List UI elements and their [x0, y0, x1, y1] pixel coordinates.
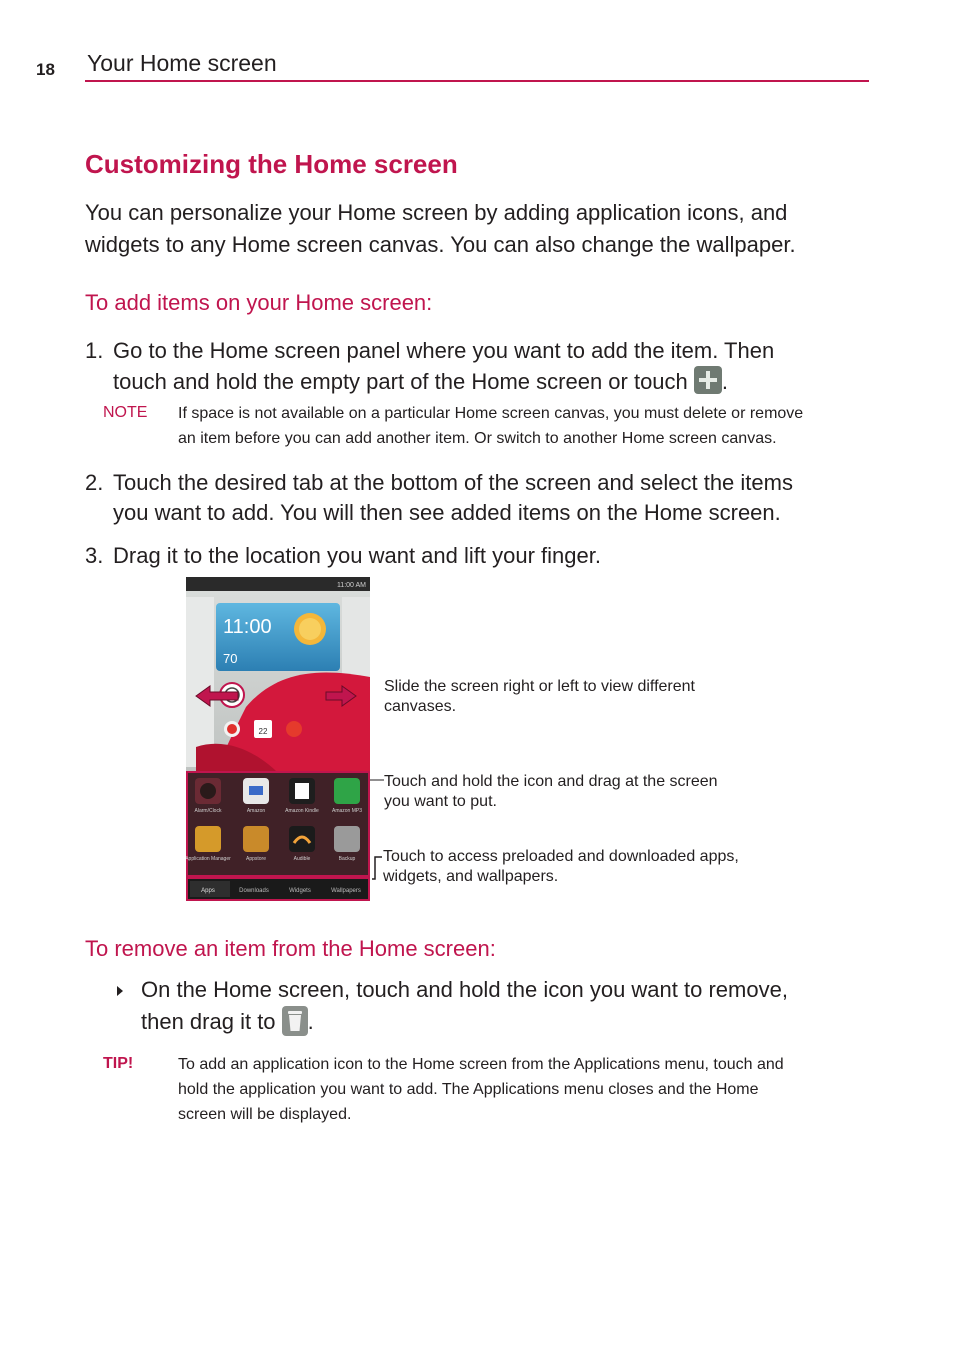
remove-text-line2 — [141, 1006, 881, 1045]
page-title: Customizing the Home screen — [85, 149, 458, 179]
step-text: Go to the Home screen panel where you want to add the item. Then — [113, 338, 775, 363]
app-label: Application Manager — [186, 856, 231, 862]
header-rule — [85, 80, 869, 82]
phone-tab-widgets: Widgets — [289, 888, 311, 894]
tip-line: To add an application icon to the Home screen from the Applications menu, touch and — [178, 1056, 784, 1073]
remove-item-heading: To remove an item from the Home screen: — [85, 936, 496, 961]
step-1 — [85, 336, 885, 398]
callout-line: Slide the screen right or left to view different — [384, 678, 695, 695]
step-3 — [85, 541, 885, 571]
intro-line: widgets to any Home screen canvas. You can also change the wallpaper. — [85, 232, 796, 257]
widget-temperature: 70 — [223, 651, 238, 666]
callout-line: Touch to access preloaded and downloaded apps, — [383, 848, 739, 865]
trash-icon — [282, 1006, 308, 1045]
app-label: Audible — [293, 856, 311, 862]
triangle-bullet-icon — [115, 984, 125, 1003]
note-line: If space is not available on a particular Home screen canvas, you must delete or remove — [178, 405, 804, 422]
phone-tab-apps: Apps — [201, 888, 215, 894]
remove-text: then drag it to — [141, 1009, 276, 1034]
note-line: an item before you can add another item. Or switch to another Home screen canvas. — [178, 430, 777, 447]
status-time: 11:00 AM — [336, 582, 366, 589]
step-text: Drag it to the location you want and lift your finger. — [113, 543, 601, 568]
callout-tabs — [383, 847, 803, 887]
phone-screenshot — [186, 577, 370, 901]
app-label: Amazon Kindle — [285, 808, 319, 814]
callout-slide — [384, 677, 804, 717]
step-punctuation: . — [721, 369, 729, 394]
calendar-day: 22 — [258, 727, 268, 736]
tip-line: hold the application you want to add. The Applications menu closes and the Home — [178, 1081, 759, 1098]
callout-drag — [384, 772, 804, 812]
section-title: Your Home screen — [87, 50, 277, 76]
widget-clock-time: 11:00 — [223, 616, 272, 638]
step-text-line2 — [113, 366, 774, 402]
phone-tab-downloads: Downloads — [239, 888, 269, 894]
step-number: 3. — [85, 543, 104, 568]
app-label: Amazon MP3 — [331, 808, 363, 814]
app-label: Appstore — [245, 856, 267, 862]
callout-line: you want to put. — [384, 793, 497, 810]
page-number: 18 — [36, 60, 55, 79]
add-items-heading: To add items on your Home screen: — [85, 290, 433, 315]
plus-icon — [694, 366, 722, 402]
intro-line: You can personalize your Home screen by adding application icons, and — [85, 200, 788, 225]
step-2 — [85, 468, 885, 530]
step-number: 2. — [85, 470, 104, 495]
app-label: Alarm/Clock — [194, 808, 222, 814]
step-text: touch and hold the empty part of the Home screen or touch — [113, 369, 688, 394]
step-number: 1. — [85, 338, 104, 363]
tip-text — [178, 1052, 878, 1127]
remove-instruction — [141, 974, 881, 1045]
remove-punctuation: . — [307, 1009, 314, 1034]
intro-paragraph — [85, 197, 875, 261]
step-text: Touch the desired tab at the bottom of the screen and select the items — [113, 470, 793, 495]
callout-line: canvases. — [384, 698, 457, 715]
app-label: Amazon — [246, 808, 266, 814]
remove-text: On the Home screen, touch and hold the icon you want to remove, — [141, 977, 788, 1002]
callout-line: Touch and hold the icon and drag at the screen — [384, 773, 718, 790]
callout-line: widgets, and wallpapers. — [383, 868, 559, 885]
note-text — [178, 401, 878, 451]
phone-tab-wallpapers: Wallpapers — [331, 888, 361, 894]
app-label: Backup — [338, 856, 356, 862]
tip-line: screen will be displayed. — [178, 1106, 352, 1123]
note-label: NOTE — [103, 404, 148, 421]
step-text: you want to add. You will then see added items on the Home screen. — [113, 500, 781, 525]
tip-label: TIP! — [103, 1055, 134, 1072]
